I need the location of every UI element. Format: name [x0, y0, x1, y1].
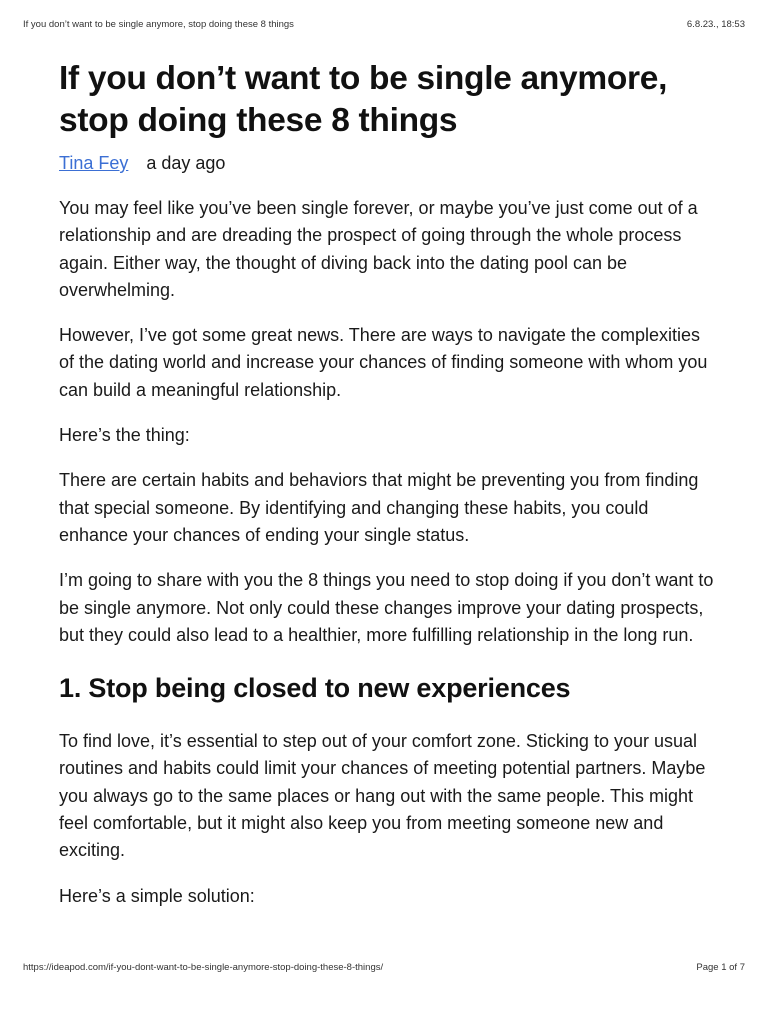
- intro-paragraph: However, I’ve got some great news. There are ways to navigate the complexities of the dating world and increase your chances of finding someone with whom you can build a meaningful relationship.: [59, 325, 708, 400]
- section-paragraph: Here’s a simple solution:: [59, 885, 255, 906]
- print-header: [23, 19, 745, 30]
- publish-date: a day ago: [146, 153, 226, 173]
- print-footer: [23, 962, 745, 973]
- print-footer-url: https://ideapod.com/if-you-dont-want-to-be-single-anymore-stop-doing-these-8-things/: [23, 962, 384, 973]
- section-heading: 1. Stop being closed to new experiences: [59, 673, 571, 704]
- article-title: If you don’t want to be single anymore, stop doing these 8 things: [59, 60, 668, 139]
- author-link[interactable]: Tina Fey: [59, 153, 129, 173]
- intro-paragraph: I’m going to share with you the 8 things you need to stop doing if you don’t want to be single anymore. Not only could these changes improve your dating prospects, but they could also lead to a healthier, more fulfilling relationship in the long run.: [59, 570, 714, 645]
- intro-paragraph: Here’s the thing:: [59, 425, 190, 446]
- intro-paragraph: You may feel like you’ve been single forever, or maybe you’ve just come out of a relationship and are dreading the prospect of going through the whole process again. Either way, the thought of diving back into the dating pool can be overwhelming.: [59, 198, 698, 300]
- intro-paragraph: There are certain habits and behaviors that might be preventing you from finding that special someone. By identifying and changing these habits, you could enhance your chances of ending your single status.: [59, 470, 699, 545]
- print-footer-page: Page 1 of 7: [696, 962, 745, 973]
- print-header-title: If you don’t want to be single anymore, stop doing these 8 things: [23, 19, 294, 30]
- print-header-datetime: 6.8.23., 18:53: [686, 19, 745, 30]
- article: [59, 58, 719, 910]
- article-meta: [59, 151, 719, 175]
- section-paragraph: To find love, it’s essential to step out of your comfort zone. Sticking to your usual routines and habits could limit your chances of meeting potential partners. Maybe you always go to the same places or hang out with the same people. This might feel comfortable, but it might also keep you from meeting someone new and exciting.: [59, 731, 706, 861]
